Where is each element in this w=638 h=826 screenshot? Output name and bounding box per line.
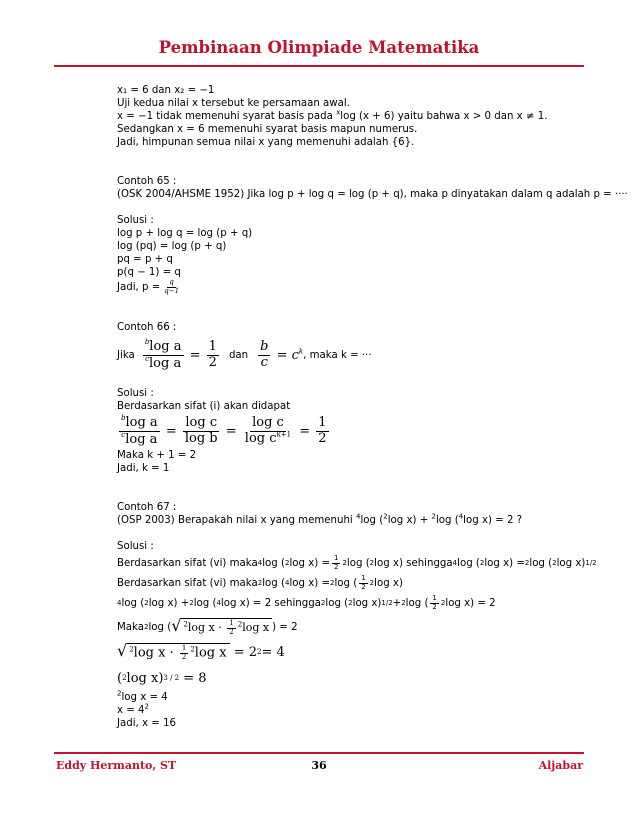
intro-line-5: Jadi, himpunan semua nilai x yang memenuhi adalah {6}. [117,137,415,148]
example-67-step-6: $x = 4^2$ [117,702,149,716]
example-67-question: (OSP 2003) Berapakah nilai x yang memenuhi $^4$log ($^2$log x) + $^2$log ($^4$log x) = 2 ? [117,512,523,526]
page-content [117,84,628,730]
example-66-solution-label: Solusi : [117,388,154,399]
example-67-title: Contoh 67 : [117,502,177,513]
square-root-equation: √ $^2$log x · $\frac{1}{2}$ $^2$log x [117,643,230,661]
example-65-answer: Jadi, p = $\frac{q}{q-1}$ [117,277,180,295]
example-67-step-4: Maka 2 log ( √ $^2$log x · $\frac{1}{2}$ $^2$log x ) = 2 [117,615,298,636]
example-66-equation: $\frac{^b\log a}{^c\log a}$ = $\frac{\text{log c}}{\text{log b}}$ = $\frac{\text{log c}}{\log c^{k+1}}$ = $\frac{1}{2}$ [121,414,327,447]
example-65-step-1: log p + log q = log (p + q) [117,228,253,239]
example-67-equation-2: ( 2 log x ) 3 / 2 = 8 [117,670,207,686]
square-root-expression: √ $^2$log x · $\frac{1}{2}$ $^2$log x [171,618,272,636]
example-65-solution-label: Solusi : [117,215,154,226]
example-67-step-2: Berdasarkan sifat (vi) maka 2 log ( 4 log x) = 2 log ( $\frac{1}{2}$ 2 log x) [117,573,403,591]
example-65-title: Contoh 65 : [117,176,177,187]
example-65-question: (OSK 2004/AHSME 1952) Jika log p + log q = log (p + q), maka p dinyatakan dalam q adalah p = ⋅⋅⋅⋅ [117,189,628,200]
example-67-step-1: Berdasarkan sifat (vi) maka 4 log ( 2 log x) = $\frac{1}{2}$ 2 log ( 2 log x) sehingga 4 log ( 2 log x) = 2 log ( 2 log x) 1/2 [117,553,597,571]
example-66-question: Jika $\frac{^b\log a}{^c\log a}$ = $\frac{1}{2}$ dan $\frac{b}{c}$ = $c^k$ , maka k = ⋅⋅⋅ [117,338,372,371]
example-67-answer: Jadi, x = 16 [117,718,177,729]
example-67-step-3: 4 log ( 2 log x) + 2 log ( 4 log x) = 2 sehingga 2 log ( 2 log x) 1/2 + 2 log ( $\frac{1}{2}$ 2 log x) = 2 [117,593,496,611]
intro-line-3: x = −1 tidak memenuhi syarat basis pada $^x$log (x + 6) yaitu bahwa x > 0 dan x ≠ 1. [117,108,548,122]
footer-topic: Aljabar [538,759,583,772]
header-title: Pembinaan Olimpiade Matematika [158,38,480,57]
footer-author: Eddy Hermanto, ST [56,759,177,772]
example-67-step-5: $^2$log x = 4 [117,689,168,703]
header-rule [54,65,584,67]
footer-page-number: 36 [311,759,327,772]
example-66-step-3: Jadi, k = 1 [117,463,170,474]
example-67-solution-label: Solusi : [117,541,154,552]
example-65-step-3: pq = p + q [117,254,173,265]
example-66-title: Contoh 66 : [117,322,177,333]
footer-rule [54,752,584,754]
example-65-step-2: log (pq) = log (p + q) [117,241,227,252]
example-65-step-4: p(q − 1) = q [117,267,181,278]
example-67-equation-1: √ $^2$log x · $\frac{1}{2}$ $^2$log x = 2 2 = 4 [117,640,285,661]
intro-line-4: Sedangkan x = 6 memenuhi syarat basis mapun numerus. [117,124,418,135]
example-66-step-2: Maka k + 1 = 2 [117,450,197,461]
example-66-step-1: Berdasarkan sifat (i) akan didapat [117,401,291,412]
intro-line-1: x₁ = 6 dan x₂ = −1 [117,85,215,96]
intro-line-2: Uji kedua nilai x tersebut ke persamaan awal. [117,98,350,109]
